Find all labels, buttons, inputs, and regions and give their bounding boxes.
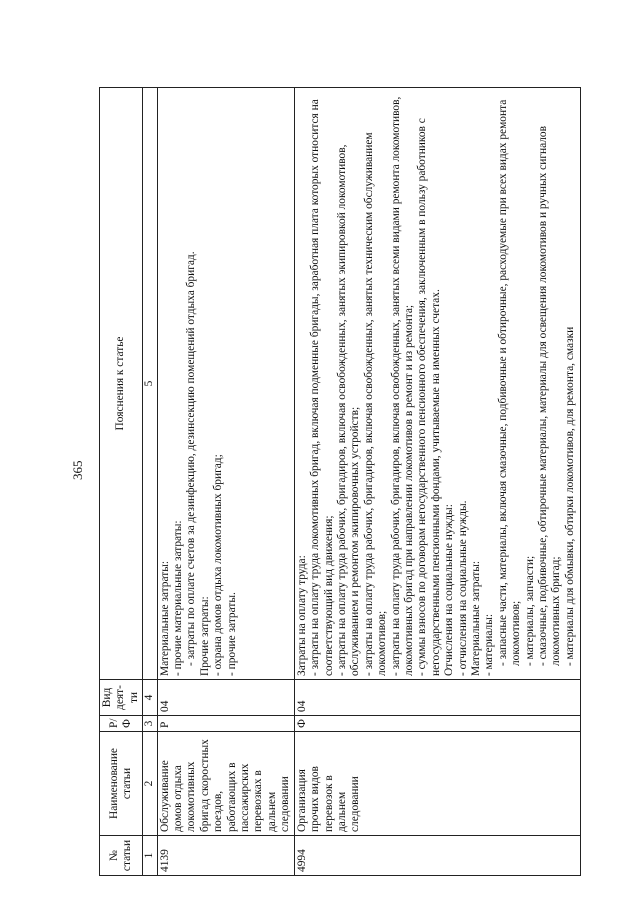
article-activity: 04 — [157, 680, 294, 716]
page-number: 365 — [70, 460, 85, 480]
article-activity: 04 — [294, 680, 580, 716]
explanation-line: - материалы: — [483, 613, 496, 676]
article-name: Организация прочих видов перевозок в дальнем следовании — [294, 732, 580, 836]
column-number: 1 — [143, 836, 157, 876]
explanation-line: - затраты по оплате счетов за дезинфекцию, дезинсекцию помещений отдыха бригад. — [185, 251, 198, 666]
explanation-line: - затраты на оплату труда рабочих, бригадиров, включая освобожденных, занятых экипировкой локомотивов, обслуживанием и ремонтом экипировочных устройств; — [335, 144, 362, 676]
rotated-table-wrapper — [99, 88, 581, 876]
article-code: 4139 — [157, 836, 294, 876]
article-name: Обслуживание домов отдыха локомотивных бригад скоростных поездов, работающих в пассажирских перевозках в дальнем следовании — [157, 732, 294, 836]
explanation-line: Материальные затраты: — [158, 560, 171, 676]
header-article-number: № статьи — [100, 836, 143, 876]
column-number: 3 — [143, 716, 157, 732]
explanation-line: - прочие материальные затраты: — [172, 520, 185, 676]
table-row — [294, 88, 580, 876]
explanation-line: Отчисления на социальные нужды: — [443, 504, 456, 676]
explanation-line: - запасные части, материалы, включая смазочные, подбивочные и обтирочные, расходуемые при всех видах ремонта локомотивов; — [496, 99, 523, 666]
header-activity: Вид деят-ти — [100, 680, 143, 716]
header-rf: Р/ Ф — [100, 716, 143, 732]
explanation-line: - прочие затраты. — [225, 592, 238, 676]
explanation-line: - затраты на оплату труда рабочих, бригадиров, включая освобожденных, занятых всеми видами ремонта локомотивов, локомотивных бригад при направлении локомотивов в ремонт и из ремонта; — [389, 96, 415, 676]
articles-table — [99, 87, 581, 876]
explanation-line: - отчисления на социальные нужды. — [456, 500, 469, 676]
header-explanation: Пояснения к статье — [100, 88, 143, 680]
column-number-row — [143, 88, 157, 876]
explanation-line: Затраты на оплату труда: — [295, 555, 308, 676]
table-header-row — [100, 88, 143, 876]
explanation-line: Материальные затраты: — [469, 560, 482, 676]
article-explanation — [157, 88, 294, 680]
column-number: 4 — [143, 680, 157, 716]
explanation-line: - смазочные, подбивочные, обтирочные материалы, материалы для освещения локомотивов и ручных сигналов локомотивных бригад; — [537, 126, 563, 666]
explanation-line: - охрана домов отдыха локомотивных бригад; — [212, 454, 225, 676]
explanation-line: - материалы для обмывки, обтирки локомотивов, для ремонта, смазки — [563, 326, 576, 666]
table-row — [157, 88, 294, 876]
explanation-line: - материалы, запчасти; — [523, 555, 536, 666]
explanation-line: - затраты на оплату труда рабочих, бригадиров, включая освобожденных, занятых техническим обслуживанием локомотивов; — [362, 132, 389, 676]
explanation-line: - суммы взносов по договорам негосударственного пенсионного обеспечения, заключенным в пользу работников с негосударственными пенсионными фондами, учитываемые на именных счетах. — [416, 118, 442, 676]
article-rf: Ф — [294, 716, 580, 732]
article-explanation — [294, 88, 580, 680]
header-article-name: Наименование статьи — [100, 732, 143, 836]
article-code: 4994 — [294, 836, 580, 876]
explanation-line: - затраты на оплату труда локомотивных бригад, включая подменные бригады, заработная плата которых относится на соответствующий вид движения; — [309, 99, 335, 676]
explanation-line: Прочие затраты: — [198, 596, 211, 676]
article-rf: Р — [157, 716, 294, 732]
column-number: 5 — [143, 88, 157, 680]
column-number: 2 — [143, 732, 157, 836]
